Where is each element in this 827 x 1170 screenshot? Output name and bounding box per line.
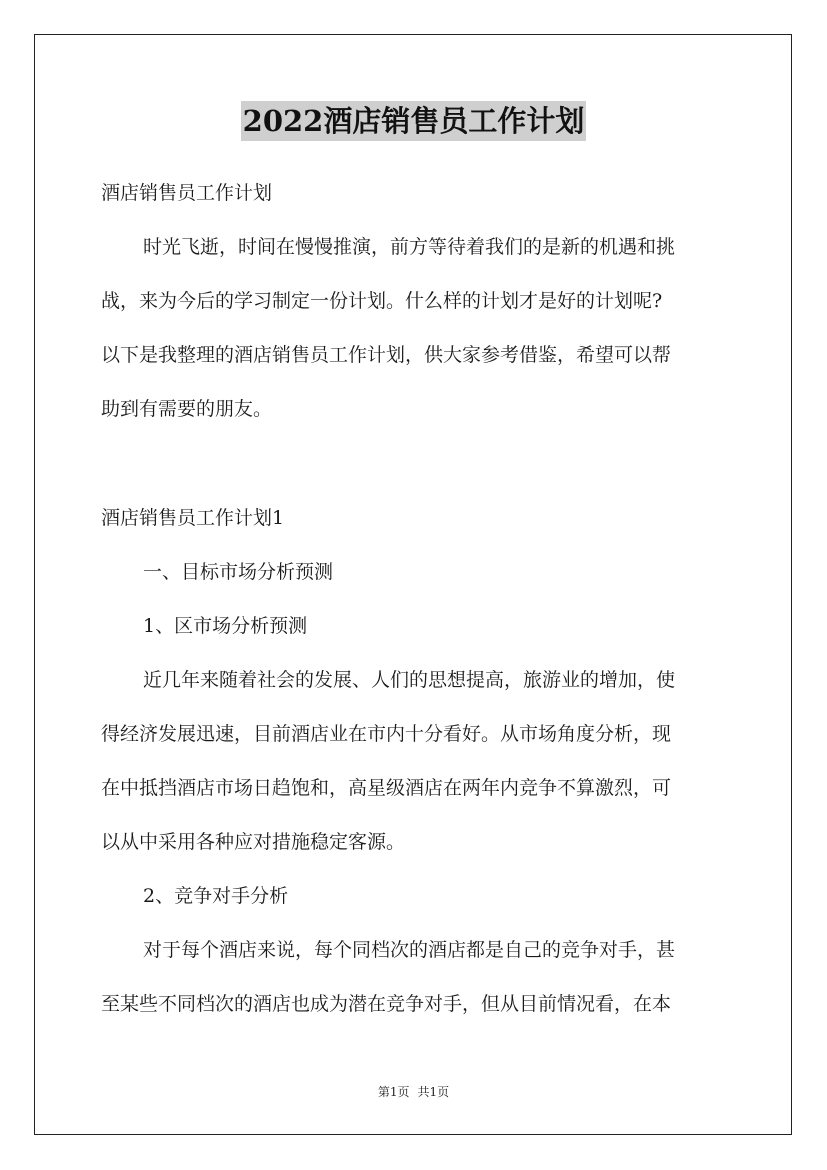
section-heading: 酒店销售员工作计划 (101, 182, 273, 204)
paragraph-line: 战，来为今后的学习制定一份计划。什么样的计划才是好的计划呢? (101, 290, 663, 312)
subsection-heading: 一、目标市场分析预测 (143, 561, 334, 583)
title-container (0, 101, 827, 141)
page-footer (0, 1084, 827, 1100)
paragraph-line: 得经济发展迅速，目前酒店业在市内十分看好。从市场角度分析，现 (101, 723, 672, 745)
paragraph-line: 时光飞逝，时间在慢慢推演，前方等待着我们的是新的机遇和挑 (143, 236, 676, 258)
subsection-heading: 1、区市场分析预测 (143, 615, 308, 637)
paragraph-line: 助到有需要的朋友。 (101, 398, 273, 420)
paragraph-line: 以从中采用各种应对措施稳定客源。 (101, 831, 406, 853)
subsection-heading: 2、竞争对手分析 (143, 885, 289, 907)
paragraph-line: 在中抵挡酒店市场日趋饱和，高星级酒店在两年内竞争不算激烈，可 (101, 777, 672, 799)
page-number: 第1页 (377, 1085, 410, 1099)
paragraph-line: 近几年来随着社会的发展、人们的思想提高，旅游业的增加，使 (143, 669, 676, 691)
section-heading: 酒店销售员工作计划1 (101, 507, 285, 529)
paragraph-line: 对于每个酒店来说，每个同档次的酒店都是自己的竞争对手，甚 (143, 939, 676, 961)
document-title: 2022酒店销售员工作计划 (241, 101, 587, 141)
paragraph-line: 以下是我整理的酒店销售员工作计划，供大家参考借鉴，希望可以帮 (101, 344, 672, 366)
page-total: 共1页 (417, 1085, 450, 1099)
paragraph-line: 至某些不同档次的酒店也成为潜在竞争对手，但从目前情况看，在本 (101, 993, 672, 1015)
